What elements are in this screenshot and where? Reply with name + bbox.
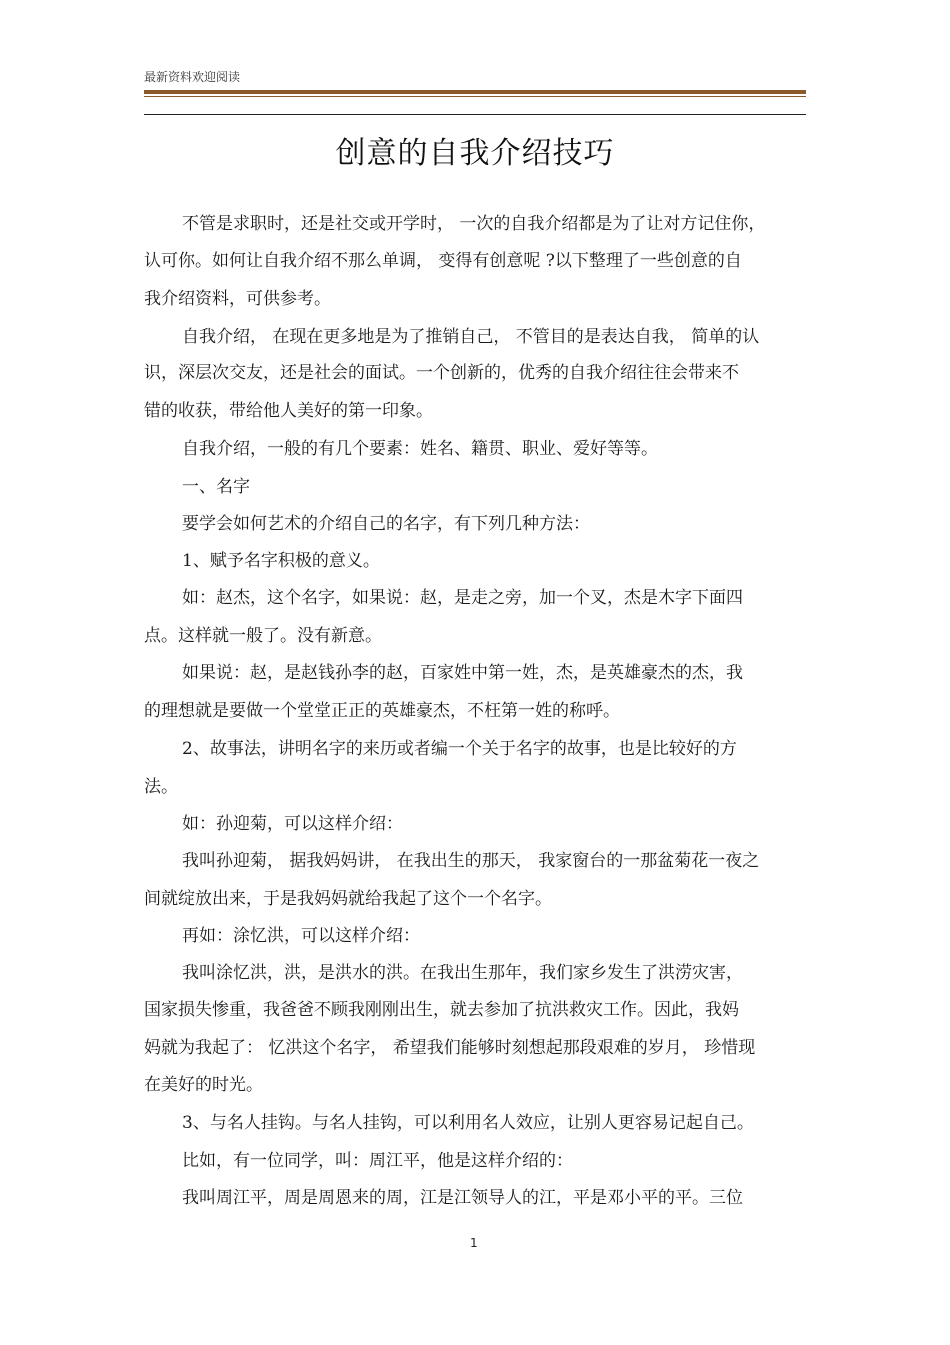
body-line: 自我介绍， 在现在更多地是为了推销自己， 不管目的是表达自我， 简单的认 bbox=[182, 327, 760, 347]
body-line: 的理想就是要做一个堂堂正正的英雄豪杰，不枉第一姓的称呼。 bbox=[144, 701, 620, 721]
body-line: 法。 bbox=[144, 777, 178, 797]
body-line: 如：赵杰，这个名字，如果说：赵，是走之旁，加一个叉，杰是木字下面四 bbox=[182, 588, 743, 608]
body-line: 间就绽放出来，于是我妈妈就给我起了这个一个名字。 bbox=[144, 889, 552, 909]
body-line: 如果说：赵，是赵钱孙李的赵，百家姓中第一姓，杰，是英雄豪杰的杰，我 bbox=[182, 663, 743, 683]
header-text: 最新资料欢迎阅读 bbox=[144, 70, 241, 84]
header-rule-thick bbox=[144, 90, 806, 94]
body-line: 错的收获，带给他人美好的第一印象。 bbox=[144, 401, 433, 421]
body-line: 我叫周江平，周是周恩来的周，江是江领导人的江，平是邓小平的平。三位 bbox=[182, 1188, 743, 1208]
body-line: 不管是求职时，还是社交或开学时， 一次的自我介绍都是为了让对方记住你， bbox=[182, 214, 766, 234]
header-rule-dark bbox=[144, 114, 806, 115]
body-line: 1、赋予名字积极的意义。 bbox=[182, 551, 380, 571]
body-line: 自我介绍，一般的有几个要素：姓名、籍贯、职业、爱好等等。 bbox=[182, 439, 658, 459]
body-line: 我叫孙迎菊， 据我妈妈讲， 在我出生的那天， 我家窗台的一那盆菊花一夜之 bbox=[182, 851, 760, 871]
body-line: 我介绍资料，可供参考。 bbox=[144, 289, 331, 309]
body-line: 再如：涂忆洪，可以这样介绍： bbox=[182, 926, 420, 946]
page-number: 1 bbox=[470, 1236, 478, 1250]
body-line: 比如，有一位同学，叫：周江平，他是这样介绍的： bbox=[182, 1151, 573, 1171]
body-line: 妈就为我起了： 忆洪这个名字， 希望我们能够时刻想起那段艰难的岁月， 珍惜现 bbox=[144, 1038, 756, 1058]
body-line: 点。这样就一般了。没有新意。 bbox=[144, 626, 382, 646]
body-line: 识，深层次交友，还是社会的面试。一个创新的，优秀的自我介绍往往会带来不 bbox=[144, 363, 739, 383]
body-line: 国家损失惨重，我爸爸不顾我刚刚出生，就去参加了抗洪救灾工作。因此，我妈 bbox=[144, 1000, 739, 1020]
document-title: 创意的自我介绍技巧 bbox=[335, 136, 615, 171]
body-line: 我叫涂忆洪，洪，是洪水的洪。在我出生那年，我们家乡发生了洪涝灾害， bbox=[182, 963, 743, 983]
body-line: 要学会如何艺术的介绍自己的名字，有下列几种方法： bbox=[182, 514, 590, 534]
body-line: 3、与名人挂钩。与名人挂钩，可以利用名人效应，让别人更容易记起自己。 bbox=[182, 1113, 754, 1133]
body-line: 认可你。如何让自我介绍不那么单调， 变得有创意呢 ?以下整理了一些创意的自 bbox=[144, 251, 742, 271]
header-rule-thin bbox=[144, 96, 806, 97]
body-line: 如：孙迎菊，可以这样介绍： bbox=[182, 814, 403, 834]
body-line: 在美好的时光。 bbox=[144, 1075, 263, 1095]
body-line: 一、名字 bbox=[182, 477, 250, 497]
body-line: 2、故事法，讲明名字的来历或者编一个关于名字的故事，也是比较好的方 bbox=[182, 739, 737, 759]
